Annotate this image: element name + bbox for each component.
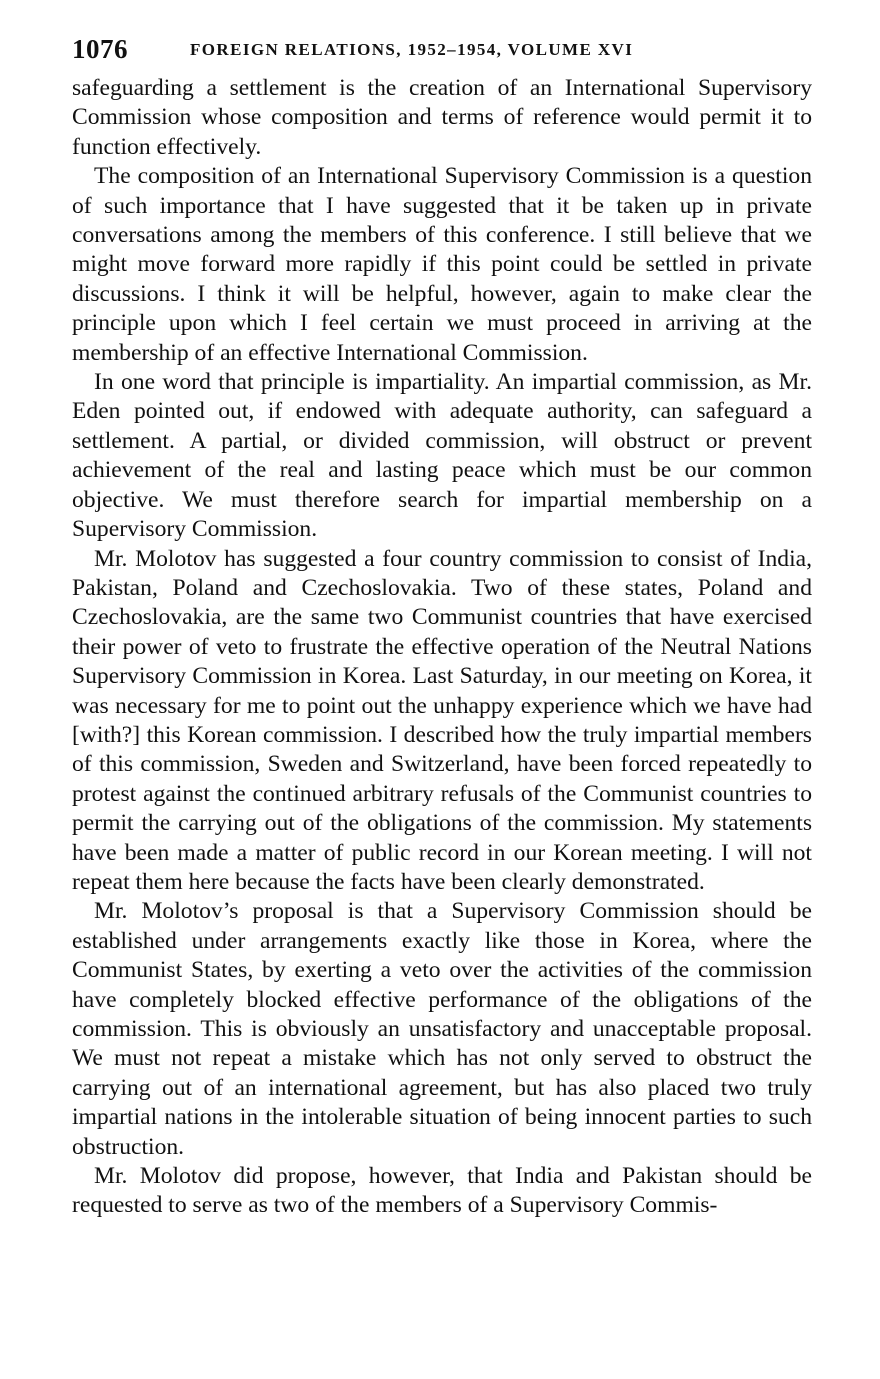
paragraph: In one word that principle is impartiality. An impartial commission, as Mr. Eden pointed out, if endowed with adequate authority, can safeguard a settlement. A partial, or divided commission, will obstruct or prevent achievement of the real and lasting peace which must be our common objective. We must therefore search for impartial membership on a Supervisory Commission. (72, 369, 812, 543)
running-head-title: FOREIGN RELATIONS, 1952–1954, VOLUME XVI (190, 40, 634, 59)
paragraph: The composition of an International Supervisory Commission is a question of such importance that I have suggested that it be taken up in private conversations among the members of this conference. I still believe that we might move forward more rapidly if this point could be settled in private discussions. I think it will be helpful, however, again to make clear the principle upon which I feel certain we must proceed in arriving at the membership of an effective International Commission. (72, 163, 812, 366)
paragraph-continued: safeguarding a settlement is the creation of an International Supervisory Commission whose composition and terms of reference would permit it to function effectively. (72, 75, 812, 160)
page-number: 1076 (72, 34, 128, 64)
paragraph: Mr. Molotov has suggested a four country commission to consist of India, Pakistan, Poland and Czechoslovakia. Two of these states, Poland and Czechoslovakia, are the same two Communist countries that have exercised their power of veto to frustrate the effective operation of the Neutral Nations Supervisory Commission in Korea. Last Saturday, in our meeting on Korea, it was necessary for me to point out the unhappy experience which we have had [with?] this Korean commission. I described how the truly impartial members of this commission, Sweden and Switzerland, have been forced repeatedly to protest against the continued arbitrary refusals of the Communist countries to permit the carrying out of the obligations of the commission. My statements have been made a matter of public record in our Korean meeting. I will not repeat them here because the facts have been clearly demonstrated. (72, 545, 812, 895)
paragraph: Mr. Molotov did propose, however, that India and Pakistan should be requested to serve as two of the members of a Supervisory Commis- (72, 1163, 812, 1219)
document-page (72, 30, 812, 1221)
body-text (72, 74, 812, 1221)
paragraph: Mr. Molotov’s proposal is that a Supervisory Commission should be established under arrangements exactly like those in Korea, where the Communist States, by exerting a veto over the activities of the commission have completely blocked effective performance of the obligations of the commission. This is obviously an unsatisfactory and unacceptable proposal. We must not repeat a mistake which has not only served to obstruct the carrying out of an international agreement, but has also placed two truly impartial nations in the intolerable situation of being innocent parties to such obstruction. (72, 898, 812, 1160)
running-head (72, 30, 812, 74)
